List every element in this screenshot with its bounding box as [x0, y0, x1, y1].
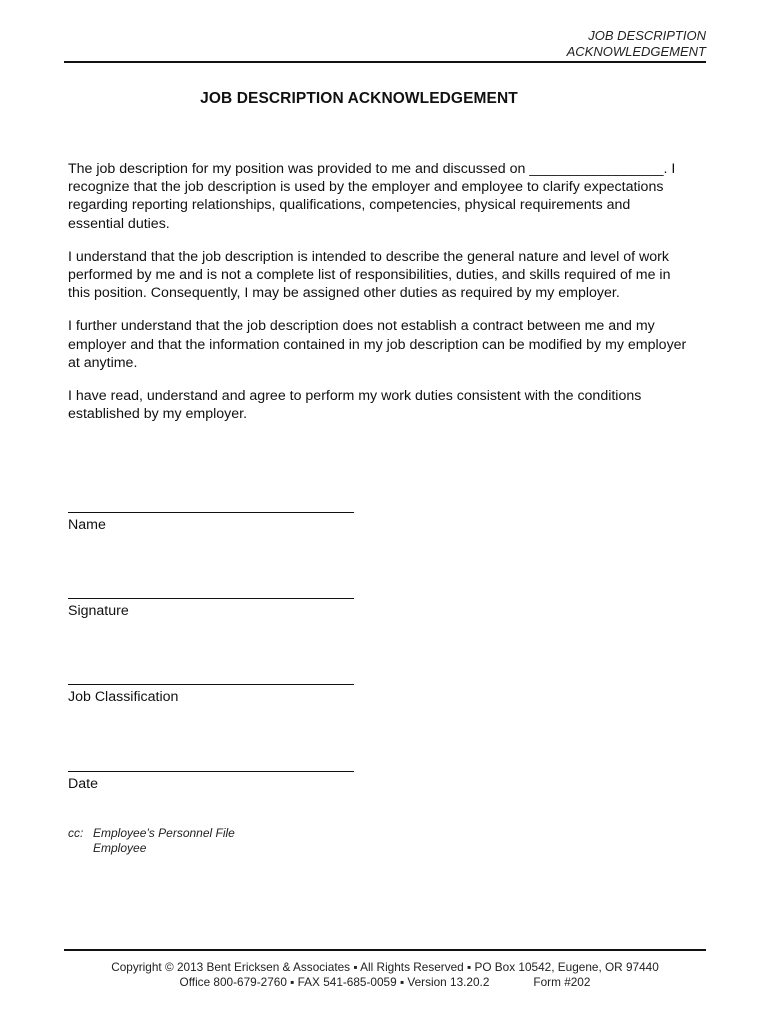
footer — [70, 960, 700, 990]
paragraph-nature-of-description: I understand that the job description is intended to describe the general nature and level of work performed by me and is not a complete list of responsibilities, duties, and skills required of me in this position. Consequently, I may be assigned other duties as required by my employer. — [68, 248, 671, 302]
name-line[interactable] — [68, 512, 354, 513]
signature-label: Signature — [68, 603, 129, 619]
name-field[interactable] — [68, 512, 354, 534]
paragraph-agreement: I have read, understand and agree to perform my work duties consistent with the conditions established by my employer. — [68, 388, 642, 423]
paragraph-not-a-contract: I further understand that the job description does not establish a contract between me and my employer and that the information contained in my job description can be modified by my employer at anytime. — [68, 318, 687, 371]
job-classification-label: Job Classification — [68, 689, 179, 705]
date-label: Date — [68, 776, 98, 792]
cc-employee: Employee — [93, 841, 147, 855]
signature-field[interactable] — [68, 598, 354, 620]
footer-form-number: Form #202 — [533, 975, 591, 989]
date-line[interactable] — [68, 771, 354, 772]
footer-copyright: Copyright © 2013 Bent Ericksen & Associates ▪ All Rights Reserved ▪ PO Box 10542, Eugene, OR 97440 — [111, 960, 659, 974]
cc-list — [68, 826, 235, 856]
paragraph-discussed-on: The job description for my position was provided to me and discussed on _________________. I recognize that the job description is used by the employer and employee to clarify expectations regarding reporting relationships, qualifications, competencies, physical requirements and essential duties. — [68, 161, 676, 232]
document-title: JOB DESCRIPTION ACKNOWLEDGEMENT — [200, 90, 518, 107]
footer-divider — [64, 949, 706, 951]
name-label: Name — [68, 517, 106, 533]
job-classification-field[interactable] — [68, 684, 354, 706]
date-field[interactable] — [68, 771, 354, 793]
job-classification-line[interactable] — [68, 684, 354, 685]
running-head-line2: ACKNOWLEDGEMENT — [566, 44, 706, 59]
document-body — [68, 160, 688, 438]
footer-contact-row — [70, 975, 700, 990]
header-divider — [64, 61, 706, 63]
running-head — [567, 28, 706, 60]
running-head-line1: JOB DESCRIPTION — [588, 28, 706, 43]
signature-line[interactable] — [68, 598, 354, 599]
cc-tag: cc: — [68, 826, 84, 840]
cc-personnel-file: Employee’s Personnel File — [93, 826, 235, 840]
footer-contact: Office 800-679-2760 ▪ FAX 541-685-0059 ▪ Version 13.20.2 — [179, 975, 490, 989]
